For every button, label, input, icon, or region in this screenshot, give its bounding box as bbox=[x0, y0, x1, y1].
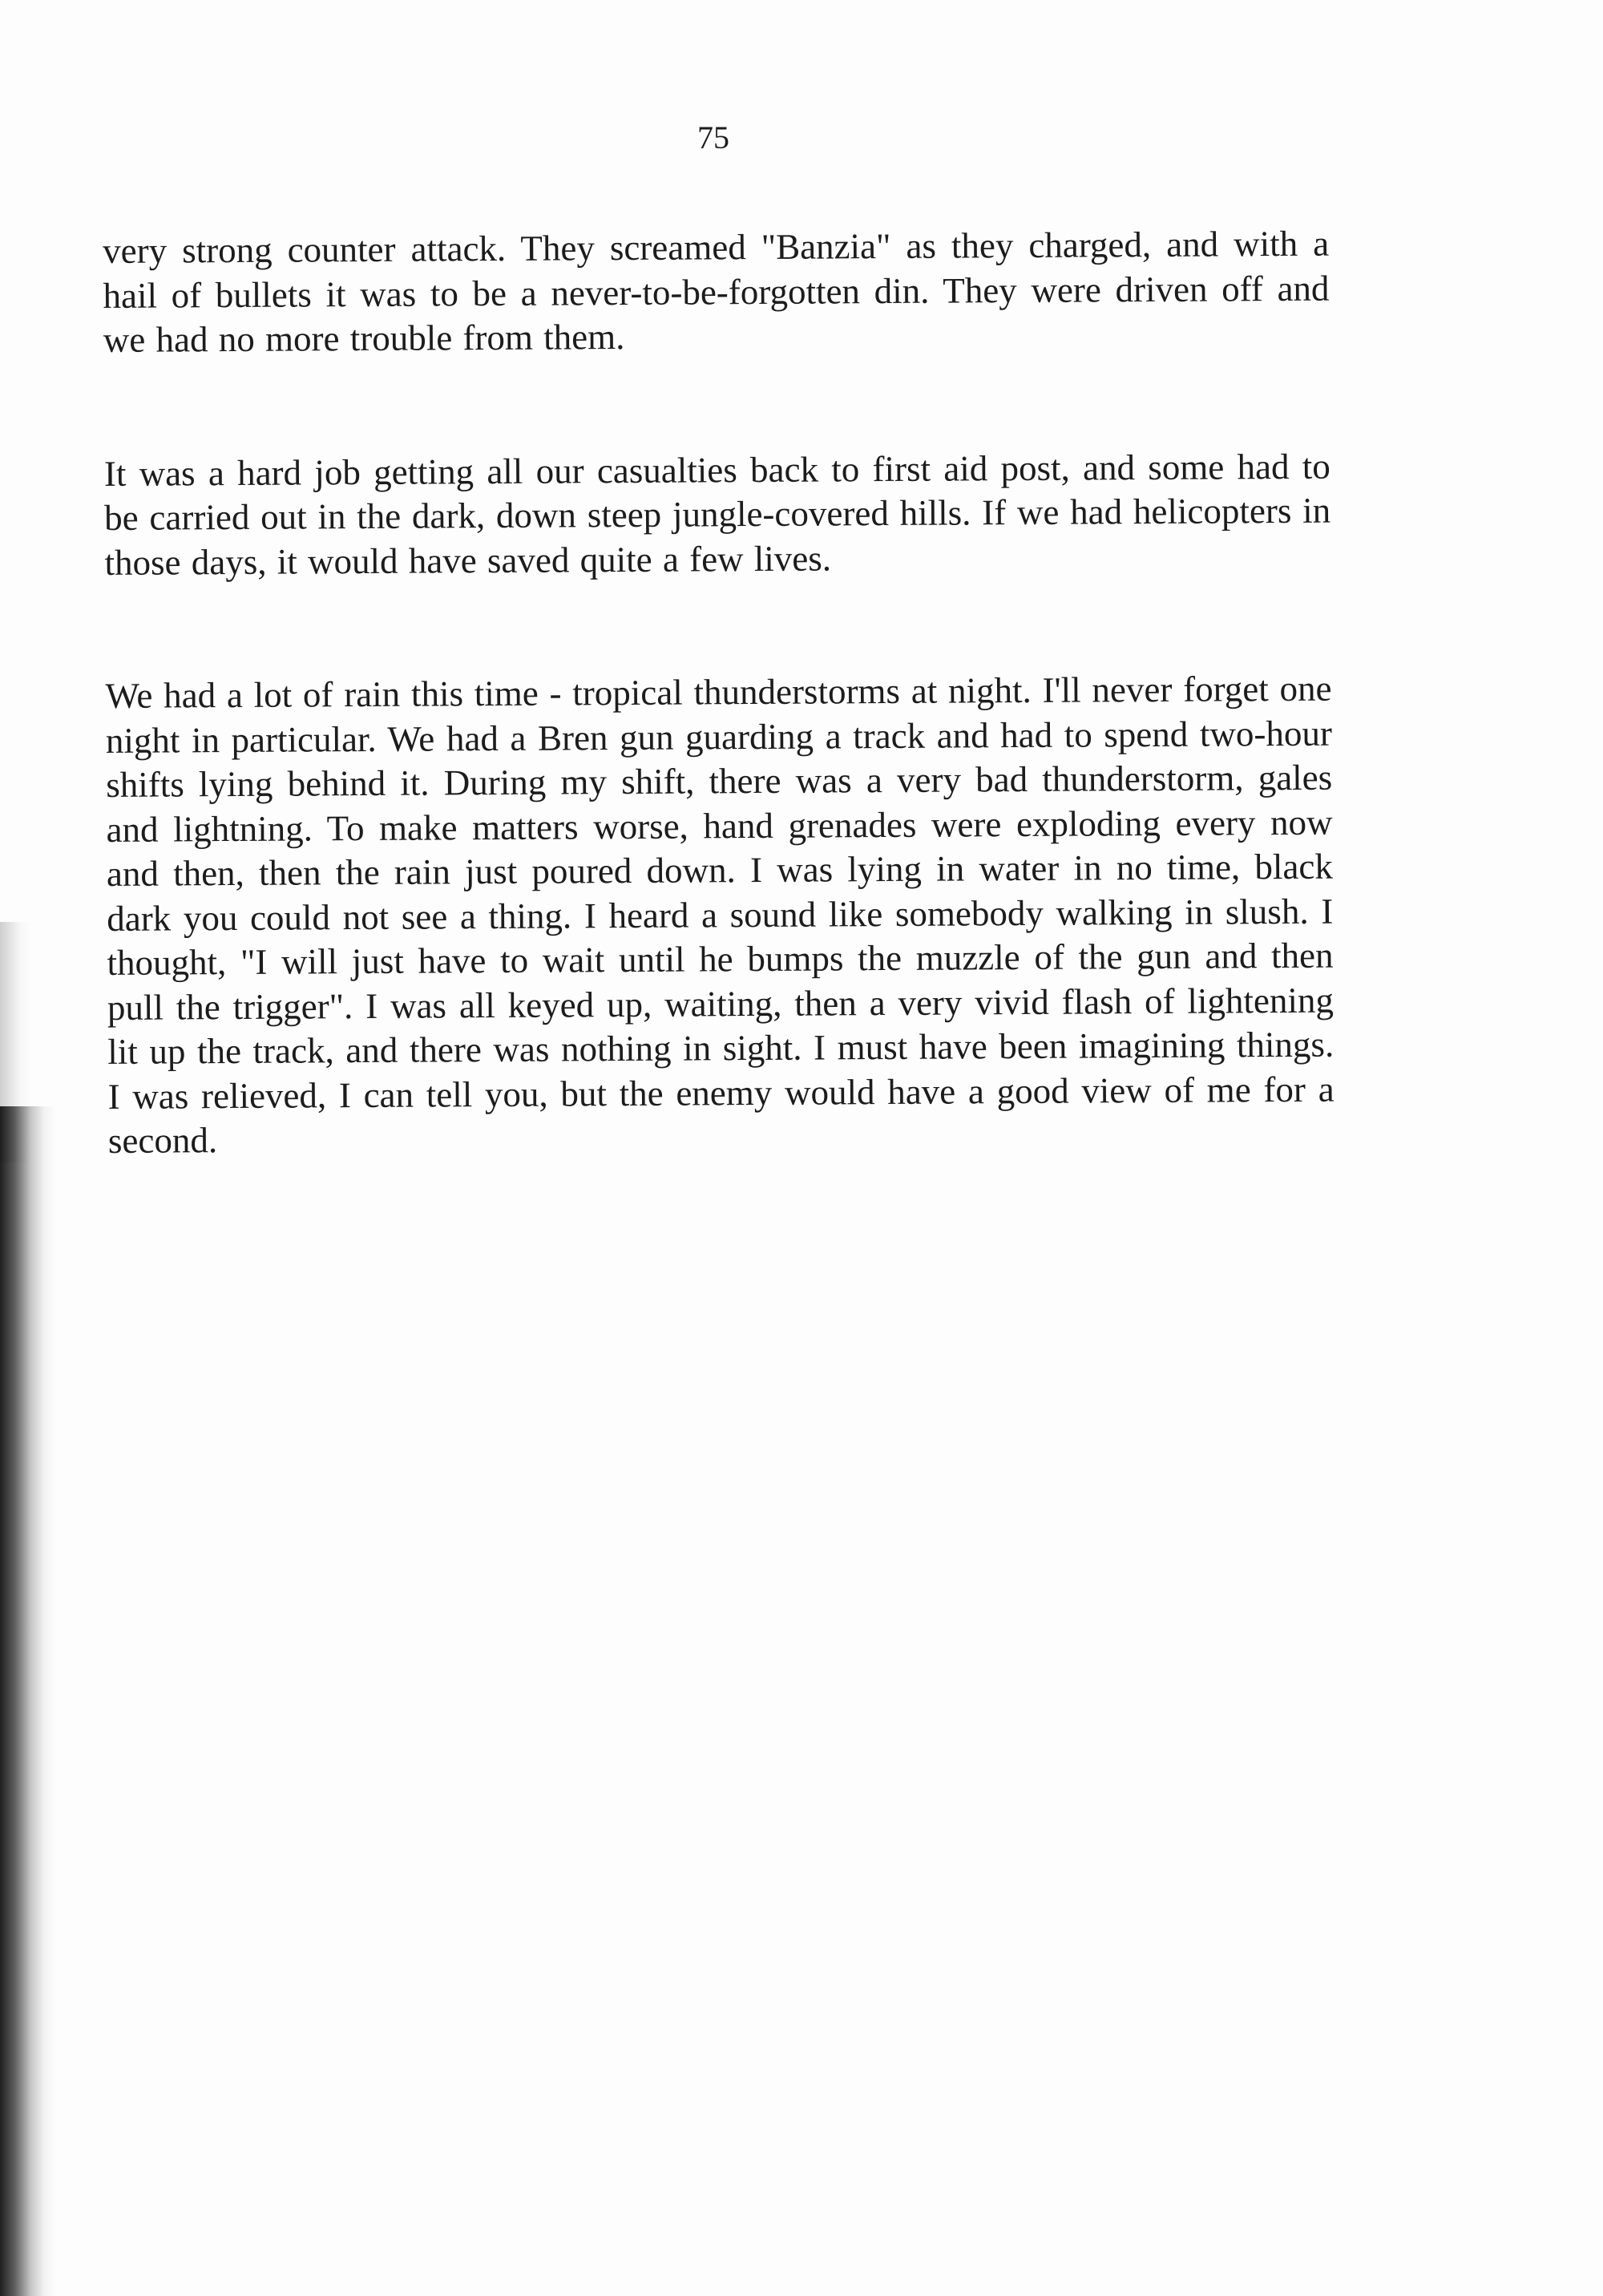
body-text bbox=[103, 222, 1334, 1164]
binding-shadow bbox=[0, 1106, 56, 2296]
paragraph-3: We had a lot of rain this time - tropical thunderstorms at night. I'll never forget one night in particular. We had a Bren gun guarding a track and had to spend two-hour shifts lying behind it. During my shift, there was a very bad thunderstorm, gales and lightning. To make matters worse, hand grenades were exploding every now and then, then the rain just poured down. I was lying in water in no time, black dark you could not see a thing. I heard a sound like somebody walking in slush. I thought, "I will just have to wait until he bumps the muzzle of the gun and then pull the trigger". I was all keyed up, waiting, then a very vivid flash of lightening lit up the track, and there was nothing in sight. I must have been imagining things. I was relieved, I can tell you, but the enemy would have a good view of me for a second. bbox=[105, 668, 1334, 1161]
page-number: 75 bbox=[697, 119, 729, 156]
paragraph-2: It was a hard job getting all our casualties back to first aid post, and some had to be carried out in the dark, down steep jungle-covered hills. If we had helicopters in those days, it would have saved quite a few lives. bbox=[103, 446, 1331, 583]
paragraph-1: very strong counter attack. They screamed "Banzia" as they charged, and with a hail of bullets it was to be a never-to-be-forgotten din. They were driven off and we had no more trouble from them. bbox=[103, 223, 1330, 360]
